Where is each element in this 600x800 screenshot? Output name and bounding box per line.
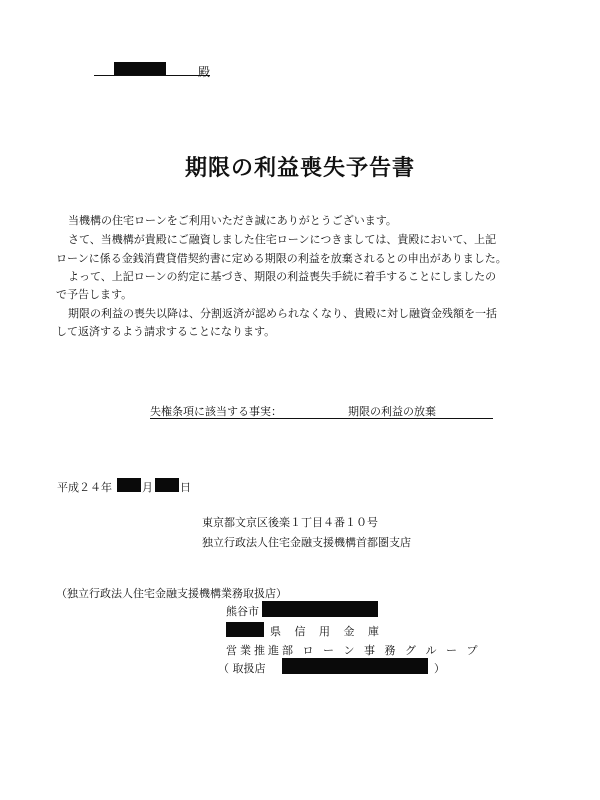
- sender-name: 独立行政法人住宅金融支援機構首都圏支店: [202, 536, 411, 549]
- body-line: 期限の利益の喪失以降は、分割返済が認められなくなり、貴殿に対し融資金残額を一括: [68, 307, 497, 320]
- redacted-handler-address: [262, 601, 378, 617]
- date-era-year: 平成２４年: [57, 481, 112, 494]
- redacted-month: [117, 478, 141, 492]
- body-line: ローンに係る金銭消費貸借契約書に定める期限の利益を放棄されるとの申出がありました。: [56, 252, 507, 265]
- redacted-bank-name: [226, 622, 264, 637]
- body-line: して返済するよう請求することになります。: [56, 325, 276, 338]
- handler-city: 熊谷市: [226, 605, 259, 618]
- body-line: 当機構の住宅ローンをご利用いただき誠にありがとうございます。: [68, 214, 397, 227]
- body-line: よって、上記ローンの約定に基づき、期限の利益喪失手続に着手することにしましたの: [68, 270, 497, 283]
- handler-heading: （独立行政法人住宅金融支援機構業務取扱店）: [56, 587, 287, 600]
- body-line: で予告します。: [56, 288, 133, 301]
- handler-department: 営業推進部 ロ ー ン 事 務 グ ル ー プ: [226, 644, 481, 657]
- redacted-addressee-name: [114, 62, 166, 76]
- clause-label: 失権条項に該当する事実：: [150, 405, 282, 418]
- sender-address: 東京都文京区後楽１丁目４番１０号: [202, 516, 378, 529]
- handler-bank: 県 信 用 金 庫: [270, 625, 384, 638]
- redacted-handler-contact: [282, 658, 428, 674]
- clause-value: 期限の利益の放棄: [348, 405, 436, 418]
- handler-contact-open: （ 取扱店: [218, 662, 266, 675]
- redacted-day: [155, 478, 179, 492]
- date-day-label: 日: [180, 481, 191, 494]
- addressee-honorific: 殿: [198, 65, 211, 79]
- addressee-underline: [94, 75, 210, 76]
- date-month-label: 月: [142, 481, 153, 494]
- document-title: 期限の利益喪失予告書: [184, 156, 415, 181]
- clause-underline: [150, 418, 493, 419]
- body-line: さて、当機構が貴殿にご融資しました住宅ローンにつきましては、貴殿において、上記: [68, 233, 497, 246]
- handler-contact-close: ）: [434, 662, 445, 675]
